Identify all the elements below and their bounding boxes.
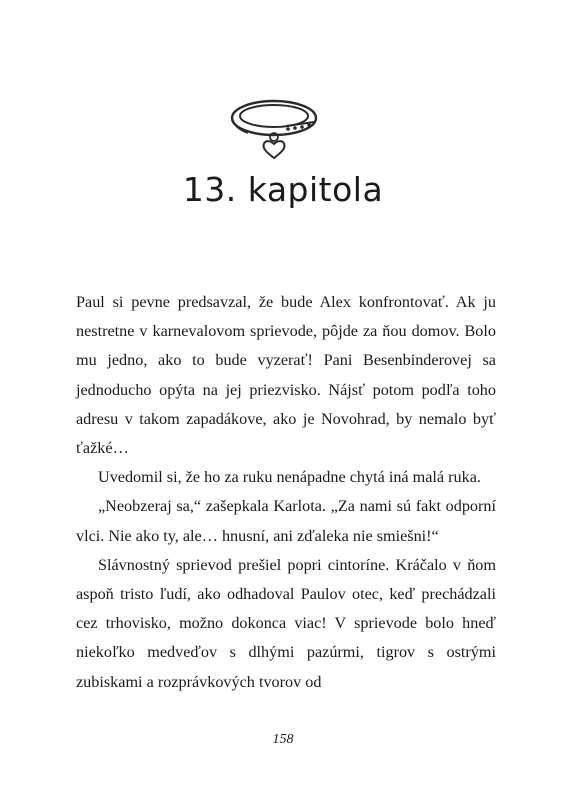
chapter-title: 13. kapitola [182, 170, 384, 209]
body-text [76, 288, 496, 697]
paragraph: Paul si pevne predsavzal, že bude Alex konfrontovať. Ak ju nestretne v karnevalovom sprievode, pôjde za ňou domov. Bolo mu jedno, ako to bude vyzerať! Pani Besenbinderovej sa jednoducho opýta na jej priezvisko. Nájsť potom podľa toho adresu v takom zapadákove, ako je Novohrad, by nemalo byť ťažké… [76, 293, 496, 458]
collar-with-heart-icon [226, 92, 322, 172]
paragraph: Uvedomil si, že ho za ruku nenápadne chytá iná malá ruka. [98, 468, 481, 487]
paragraph: „Neobzeraj sa,“ zašepkala Karlota. „Za nami sú fakt odporní vlci. Nie ako ty, ale… hnusní, ani zďaleka nie smiešni!“ [76, 497, 496, 545]
paragraph: Slávnostný sprievod prešiel popri cintoríne. Kráčalo v ňom aspoň tristo ľudí, ako odhadoval Paulov otec, keď prechádzali cez trhovisko, možno dokonca viac! V sprievode bolo hneď niekoľko medveďov s dlhými pazúrmi, tigrov s ostrými zubiskami a rozprávkových tvorov od [76, 555, 496, 691]
page-number: 158 [272, 732, 294, 747]
